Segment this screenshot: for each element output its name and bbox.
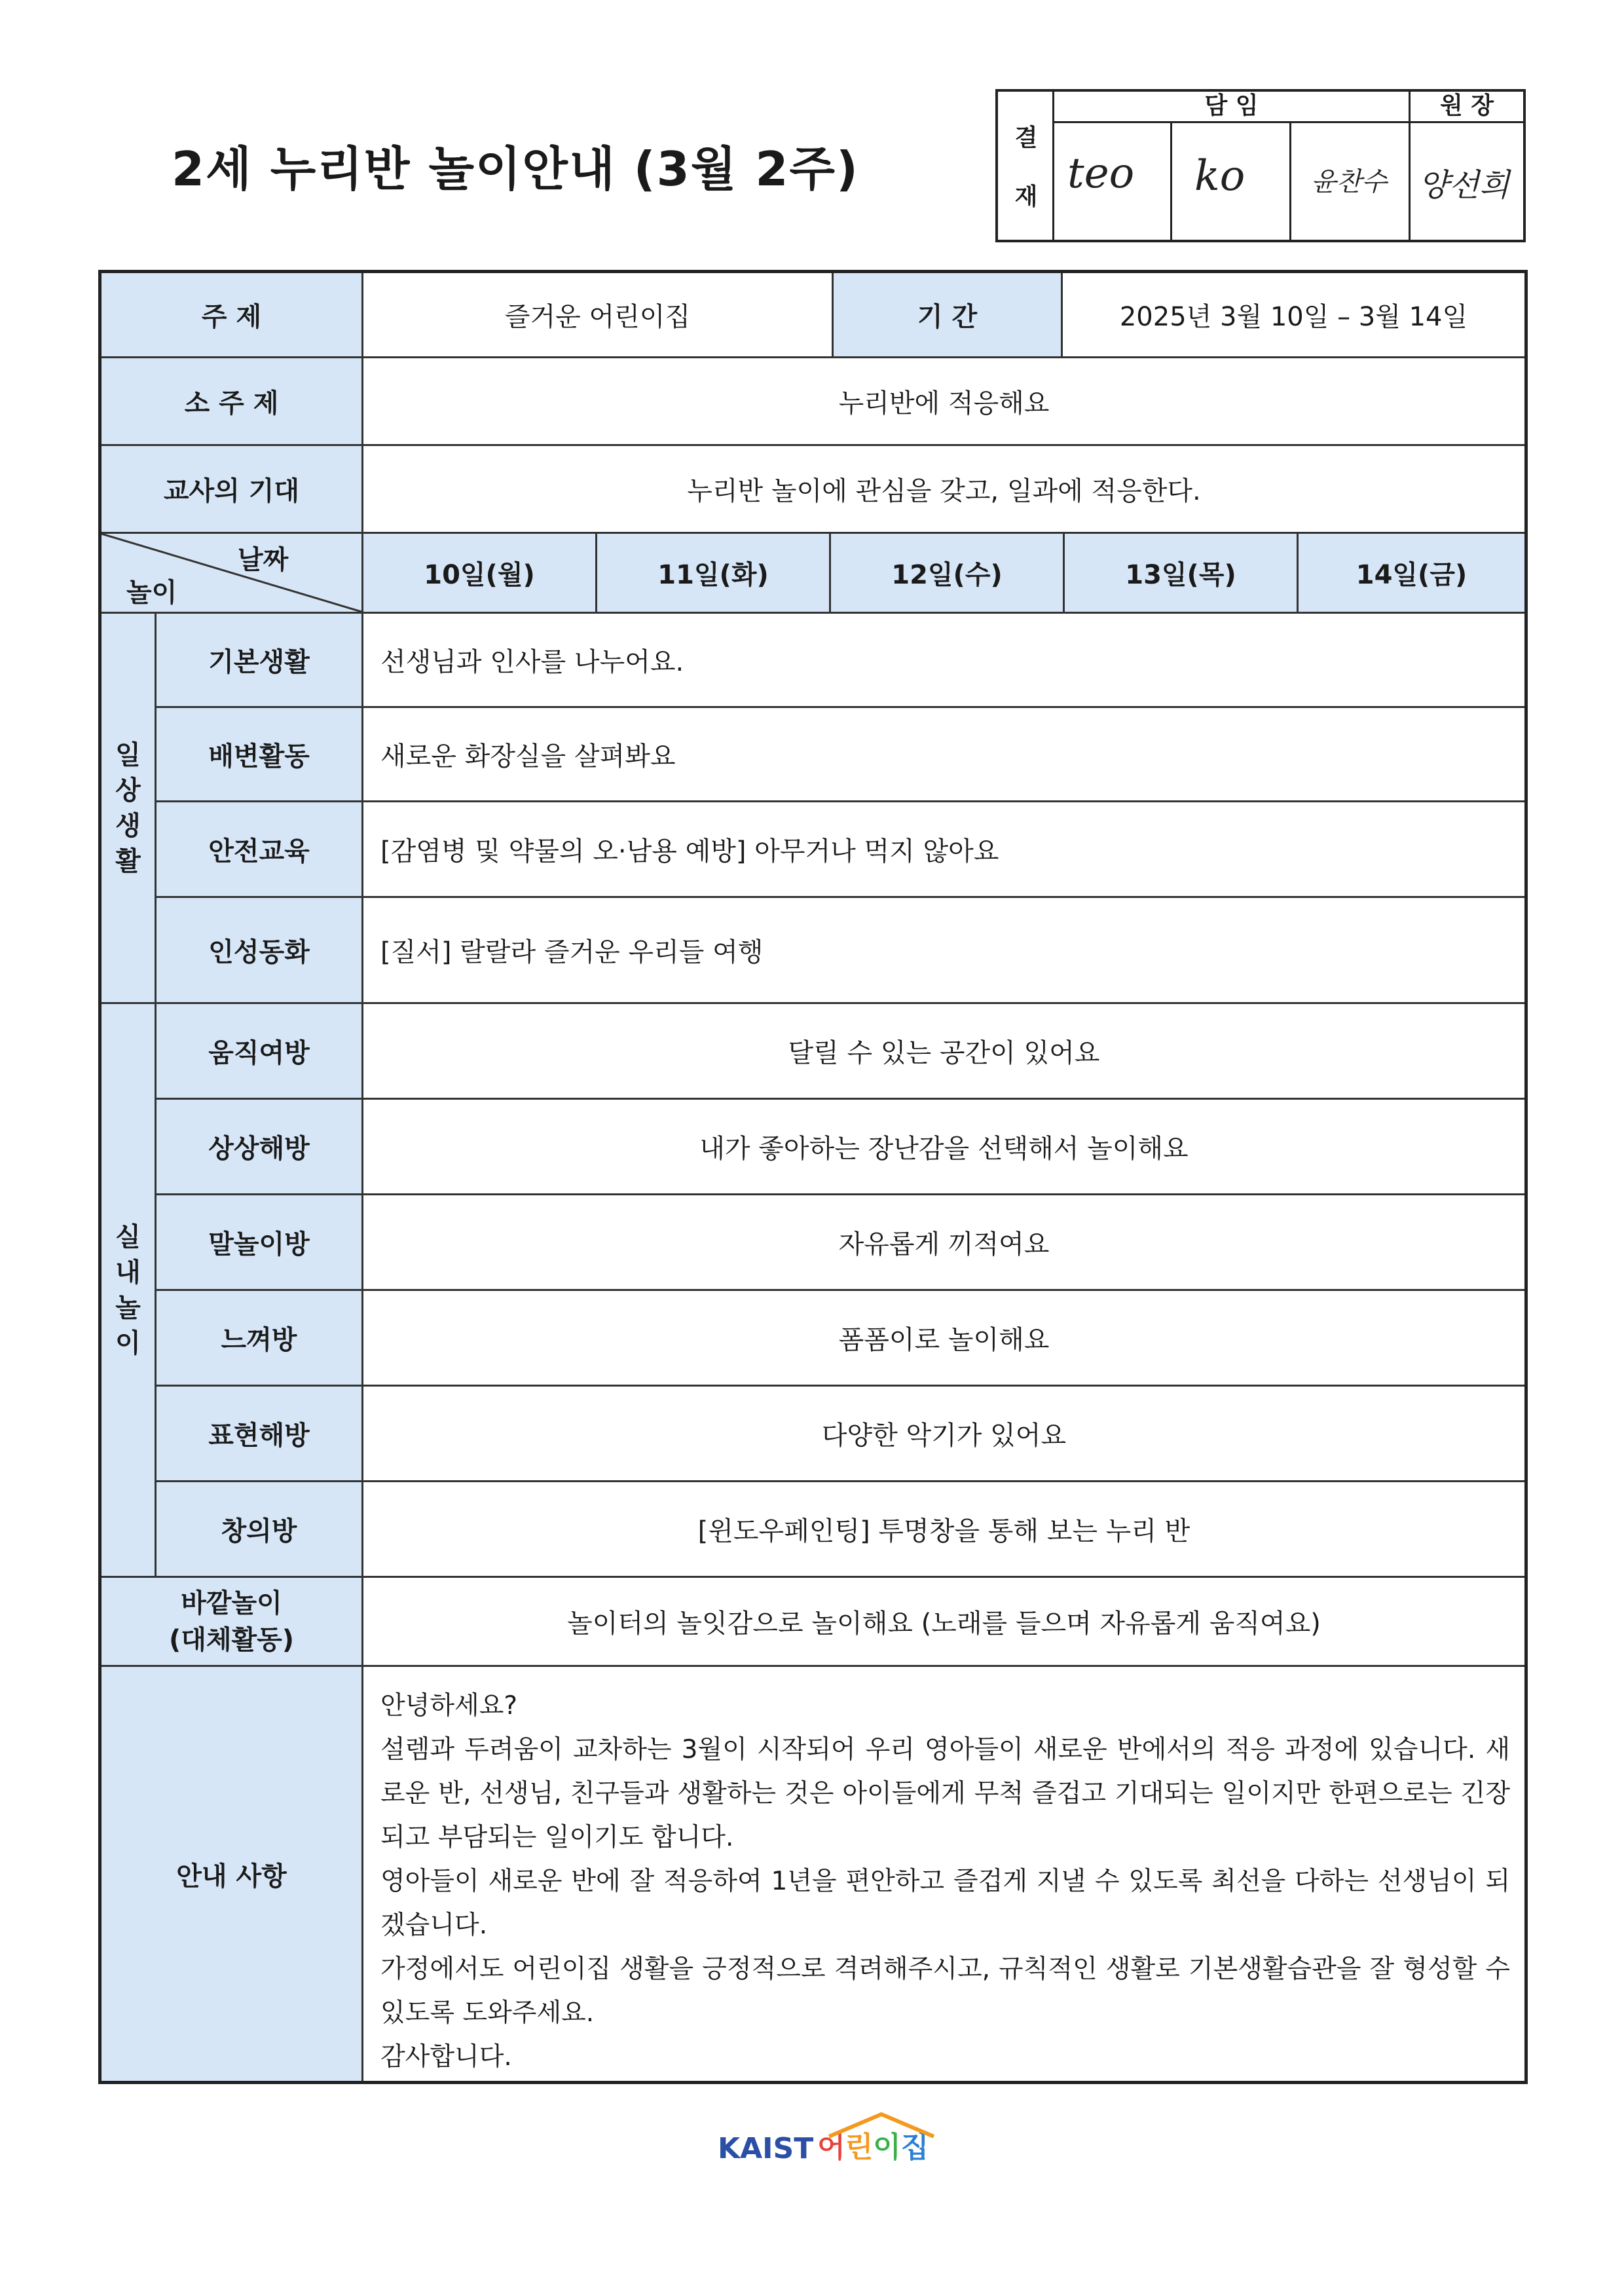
teacher-label: 담 임 <box>1054 92 1411 123</box>
outdoor-label <box>101 1578 363 1667</box>
signature-cell-2 <box>1172 123 1291 240</box>
expectation-value: 누리반 놀이에 관심을 갖고, 일과에 적응한다. <box>363 446 1524 534</box>
subtheme-label: 소 주 제 <box>101 358 363 446</box>
day-header-tue: 11일(화) <box>597 534 831 614</box>
outdoor-label-line-2: (대체활동) <box>168 1624 295 1655</box>
diagonal-top-label: 날짜 <box>238 545 289 575</box>
logo-char-1: 어 <box>817 2131 845 2164</box>
day-header-wed: 12일(수) <box>831 534 1065 614</box>
approval-side-cell <box>998 92 1054 240</box>
daily-group-char: 상 <box>115 775 141 806</box>
diagonal-header <box>101 534 363 614</box>
day-header-mon: 10일(월) <box>363 534 597 614</box>
period-label: 기 간 <box>834 273 1063 358</box>
day-header-fri: 14일(금) <box>1299 534 1524 614</box>
daily-value-safety: [감염병 및 약물의 오·남용 예방] 아무거나 먹지 않아요 <box>363 802 1524 898</box>
outdoor-label-line-1: 바깥놀이 <box>181 1588 282 1618</box>
indoor-label-5: 표현해방 <box>157 1387 363 1482</box>
logo-kaist: KAIST <box>718 2132 814 2165</box>
daily-group-char: 일 <box>115 739 141 770</box>
outdoor-value: 놀이터의 놀잇감으로 놀이해요 (노래를 들으며 자유롭게 움직여요) <box>363 1578 1524 1667</box>
indoor-value-2: 내가 좋아하는 장난감을 선택해서 놀이해요 <box>363 1100 1524 1195</box>
theme-label: 주 제 <box>101 273 363 358</box>
indoor-group-char: 내 <box>115 1257 141 1288</box>
notice-paragraph: 설렘과 두려움이 교차하는 3월이 시작되어 우리 영아들이 새로운 반에서의 적응 과정에 있습니다. 새로운 반, 선생님, 친구들과 생활하는 것은 아이들에게 무척 즐겁고 기대되는 일이지만 한편으로는 긴장되고 부담되는 일이기도 합니다. <box>380 1735 1510 1852</box>
notice-body <box>363 1667 1524 2081</box>
signature-cell-1 <box>1054 123 1172 240</box>
signature-3: 윤찬수 <box>1311 167 1387 197</box>
notice-paragraph: 안녕하세요? <box>380 1691 518 1721</box>
indoor-value-1: 달릴 수 있는 공간이 있어요 <box>363 1004 1524 1100</box>
indoor-value-4: 폼폼이로 놀이해요 <box>363 1291 1524 1387</box>
approval-box <box>995 89 1526 242</box>
signature-2: ko <box>1194 152 1246 200</box>
daily-value-toilet: 새로운 화장실을 살펴봐요 <box>363 708 1524 802</box>
daily-group-char: 생 <box>115 810 141 841</box>
approval-side-label-1: 결 <box>1014 124 1038 151</box>
logo-roof-icon <box>718 2110 961 2165</box>
signature-4: 양선희 <box>1418 167 1510 204</box>
signature-cell-4 <box>1411 123 1523 240</box>
approval-side-label-2: 재 <box>1014 183 1038 210</box>
theme-value: 즐거운 어린이집 <box>363 273 834 358</box>
indoor-value-6: [윈도우페인팅] 투명창을 통해 보는 누리 반 <box>363 1482 1524 1578</box>
director-label: 원 장 <box>1411 92 1523 123</box>
indoor-group-char: 실 <box>115 1222 141 1252</box>
signature-cell-3 <box>1291 123 1411 240</box>
day-header-thu: 13일(목) <box>1065 534 1299 614</box>
indoor-label-2: 상상해방 <box>157 1100 363 1195</box>
play-plan-table <box>98 270 1528 2084</box>
logo-char-4: 집 <box>900 2131 929 2164</box>
indoor-label-4: 느껴방 <box>157 1291 363 1387</box>
page-title: 2세 누리반 놀이안내 (3월 2주) <box>172 141 859 196</box>
indoor-value-3: 자유롭게 끼적여요 <box>363 1195 1524 1291</box>
indoor-label-6: 창의방 <box>157 1482 363 1578</box>
daily-value-character: [질서] 랄랄라 즐거운 우리들 여행 <box>363 898 1524 1004</box>
daily-label-basic: 기본생활 <box>157 614 363 708</box>
daily-label-safety: 안전교육 <box>157 802 363 898</box>
subtheme-value: 누리반에 적응해요 <box>363 358 1524 446</box>
daily-label-toilet: 배변활동 <box>157 708 363 802</box>
period-value: 2025년 3월 10일 – 3월 14일 <box>1063 273 1524 358</box>
daily-label-character: 인성동화 <box>157 898 363 1004</box>
logo-char-3: 이 <box>873 2131 901 2164</box>
logo-char-2: 린 <box>845 2131 874 2164</box>
expectation-label: 교사의 기대 <box>101 446 363 534</box>
notice-paragraph: 영아들이 새로운 반에 잘 적응하여 1년을 편안하고 즐겁게 지낼 수 있도록 최선을 다하는 선생님이 되겠습니다. <box>380 1867 1510 1940</box>
indoor-label-3: 말놀이방 <box>157 1195 363 1291</box>
diagonal-bottom-label: 놀이 <box>126 578 177 608</box>
daily-group-char: 활 <box>115 846 141 876</box>
indoor-label-1: 움직여방 <box>157 1004 363 1100</box>
notice-label: 안내 사항 <box>101 1667 363 2081</box>
signature-1: teo <box>1067 149 1135 198</box>
indoor-value-5: 다양한 악기가 있어요 <box>363 1387 1524 1482</box>
indoor-group-char: 놀 <box>115 1292 141 1323</box>
daily-value-basic: 선생님과 인사를 나누어요. <box>363 614 1524 708</box>
notice-paragraph: 감사합니다. <box>380 2042 512 2072</box>
indoor-play-group-label <box>101 1004 157 1578</box>
kaist-daycare-logo <box>718 2119 929 2165</box>
notice-paragraph: 가정에서도 어린이집 생활을 긍정적으로 격려해주시고, 규칙적인 생활로 기본생활습관을 잘 형성할 수 있도록 도와주세요. <box>380 1954 1510 2028</box>
daily-life-group-label <box>101 614 157 1004</box>
indoor-group-char: 이 <box>115 1328 141 1358</box>
